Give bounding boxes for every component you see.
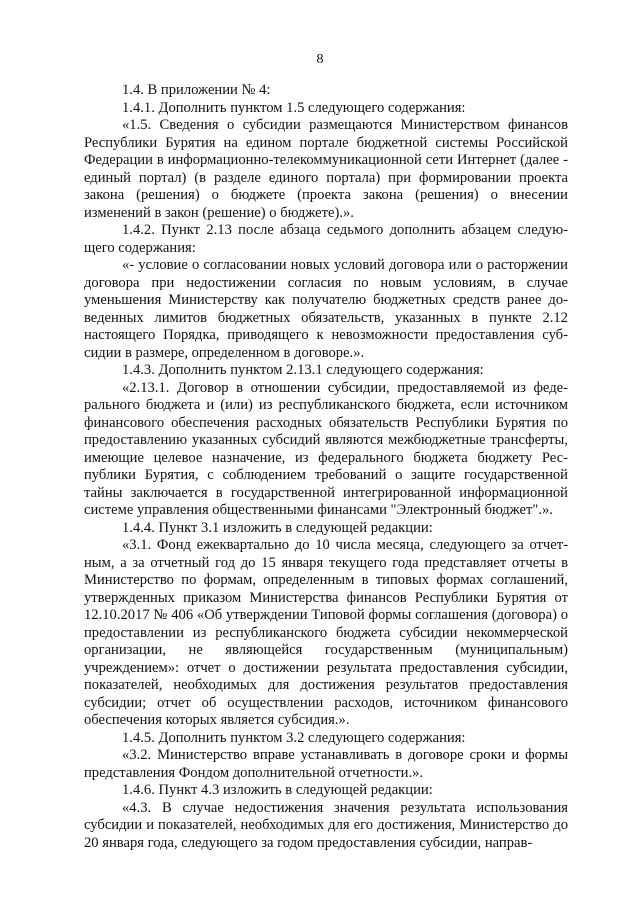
- paragraph-2-13-1-quote: «2.13.1. Договор в отношении субсидии, предоставляемой из федерального бюджета и (или) из республиканского бюджета, если источником финансового обеспечения расходных обязательств Республики Бурятия по предоставлению указанных субсидий являются межбюджетные трансферты, имеющие целевое назначение, из федерального бюджета бюджету Республики Бурятия, с соблюдением требований о защите государственной тайны заключается в государственной интегрированной информационной системе управления общественными финансами "Электронный бюджет".».: [84, 379, 568, 518]
- paragraph-3-2-quote: «3.2. Министерство вправе устанавливать в договоре сроки и формы представления Фондом дополнительной отчетности.».: [84, 747, 568, 781]
- paragraph-1-4: 1.4. В приложении № 4:: [122, 82, 271, 98]
- paragraph-1-4-2: 1.4.2. Пункт 2.13 после абзаца седьмого дополнить абзацем следующего содержания:: [84, 222, 568, 256]
- paragraph-1-4-1: 1.4.1. Дополнить пунктом 1.5 следующего содержания:: [122, 99, 466, 116]
- paragraph-2-13-quote: «- условие о согласовании новых условий договора или о расторжении договора при недостижении согласия по новым условиям, в случае уменьшения Министерству как получателю бюджетных средств ранее доведенных лимитов бюджетных обязательств, указанных в пункте 2.12 настоящего Порядка, приводящего к невозможности предоставления субсидии в размере, определенном в договоре.».: [84, 257, 568, 361]
- paragraph-1-4-6: 1.4.6. Пункт 4.3 изложить в следующей редакции:: [122, 782, 433, 798]
- paragraph-1-4-5: 1.4.5. Дополнить пунктом 3.2 следующего содержания:: [122, 729, 466, 746]
- paragraph-1-4-4: 1.4.4. Пункт 3.1 изложить в следующей редакции:: [122, 519, 433, 536]
- document-body: [84, 82, 568, 852]
- paragraph-3-1-quote: «3.1. Фонд ежеквартально до 10 числа месяца, следующего за отчетным, а за отчетный год до 15 января текущего года представляет отчеты в Министерство по формам, определенным в типовых формах соглашений, утвержденных приказом Министерства финансов Республики Бурятия от 12.10.2017 № 406 «Об утверждении Типовой формы соглашения (договора) о предоставлении из республиканского бюджета субсидии некоммерческой организации, не являющейся государственным (муниципальным) учреждением»: отчет о достижении результата предоставления субсидии, показателей, необходимых для достижения результатов предоставления субсидии; отчет об осуществлении расходов, источником финансового обеспечения которых является субсидия.».: [84, 537, 568, 728]
- page-number: 8: [316, 52, 324, 67]
- paragraph-4-3-quote: «4.3. В случае недостижения значения результата использования субсидии и показателей, необходимых для его достижения, Министерство до 20 января года, следующего за годом предоставления субсидии, направ-: [84, 799, 568, 851]
- paragraph-1-4-3: 1.4.3. Дополнить пунктом 2.13.1 следующего содержания:: [122, 362, 484, 378]
- paragraph-1-5-quote: «1.5. Сведения о субсидии размещаются Министерством финансов Республики Бурятия на едином портале бюджетной системы Российской Федерации в информационно-телекоммуникационной сети Интернет (далее - единый портал) (в разделе единого портала) при формировании проекта закона (решения) о бюджете (проекта закона (решения) о внесении изменений в закон (решение) о бюджете).».: [84, 117, 568, 221]
